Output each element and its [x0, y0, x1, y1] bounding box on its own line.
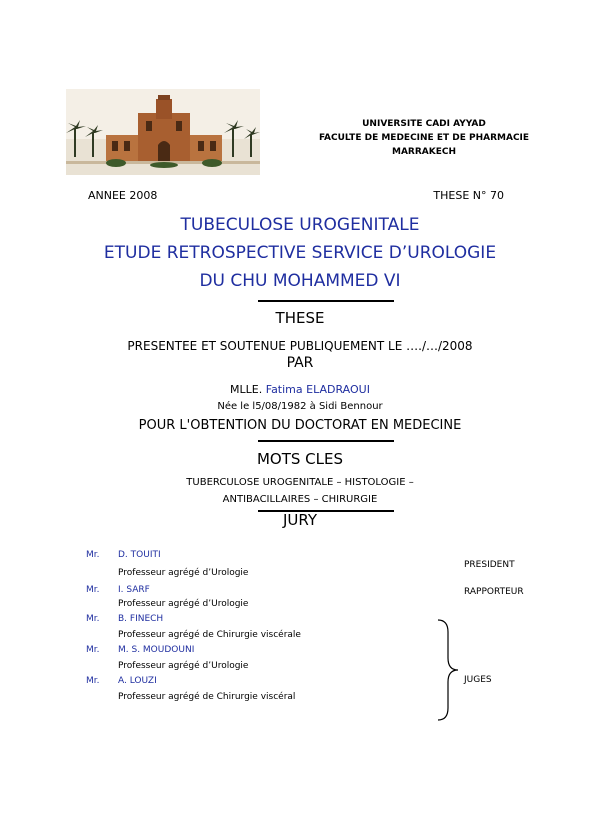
- keywords-line-1: TUBERCULOSE UROGENITALE – HISTOLOGIE –: [186, 477, 414, 488]
- university-name: UNIVERSITE CADI AYYAD: [362, 119, 486, 129]
- jury-name: A. LOUZI: [118, 676, 157, 686]
- keywords-line-2: ANTIBACILLAIRES – CHIRURGIE: [222, 494, 378, 505]
- jury-name: D. TOUITI: [118, 550, 161, 560]
- jury-position: Professeur agrégé de Chirurgie viscérale: [118, 630, 301, 640]
- these-heading: THESE: [275, 309, 325, 327]
- jury-name: I. SARF: [118, 585, 150, 595]
- faculty-building-logo: [66, 89, 260, 175]
- jury-heading: JURY: [282, 511, 318, 529]
- candidate-prefix: MLLE.: [230, 383, 263, 396]
- degree-purpose: POUR L'OBTENTION DU DOCTORAT EN MEDECINE: [138, 418, 462, 433]
- keywords-heading: MOTS CLES: [256, 450, 344, 468]
- jury-name: M. S. MOUDOUNI: [118, 645, 195, 655]
- title-line-2: ETUDE RETROSPECTIVE SERVICE D’UROLOGIE: [103, 243, 497, 263]
- birth-info: Née le l5/08/1982 à Sidi Bennour: [217, 401, 383, 412]
- divider-rule: [258, 440, 394, 442]
- presentation-date: PRESENTEE ET SOUTENUE PUBLIQUEMENT LE …./…/2008: [127, 339, 473, 353]
- role-juges: JUGES: [464, 675, 492, 685]
- title-line-1: TUBECULOSE UROGENITALE: [180, 215, 420, 235]
- jury-name: B. FINECH: [118, 614, 164, 624]
- jury-position: Professeur agrégé de Chirurgie viscéral: [118, 692, 296, 702]
- academic-year: ANNEE 2008: [88, 189, 158, 202]
- faculty-name: FACULTE DE MEDECINE ET DE PHARMACIE: [318, 133, 530, 143]
- jury-position: Professeur agrégé d’Urologie: [118, 661, 249, 671]
- thesis-number: THESE N° 70: [433, 189, 504, 202]
- city-name: MARRAKECH: [391, 147, 456, 157]
- role-rapporteur: RAPPORTEUR: [464, 587, 524, 597]
- par-label: PAR: [286, 355, 314, 371]
- jury-title: Mr.: [86, 550, 100, 560]
- candidate-name: Fatima ELADRAOUI: [265, 383, 370, 396]
- title-line-3: DU CHU MOHAMMED VI: [199, 271, 401, 291]
- jury-position: Professeur agrégé d’Urologie: [118, 568, 249, 578]
- judges-brace-icon: [436, 618, 462, 722]
- divider-rule: [258, 300, 394, 302]
- role-president: PRESIDENT: [464, 560, 515, 570]
- jury-position: Professeur agrégé d’Urologie: [118, 599, 249, 609]
- jury-title: Mr.: [86, 585, 100, 595]
- jury-title: Mr.: [86, 676, 100, 686]
- jury-title: Mr.: [86, 645, 100, 655]
- candidate: [0, 383, 600, 396]
- jury-title: Mr.: [86, 614, 100, 624]
